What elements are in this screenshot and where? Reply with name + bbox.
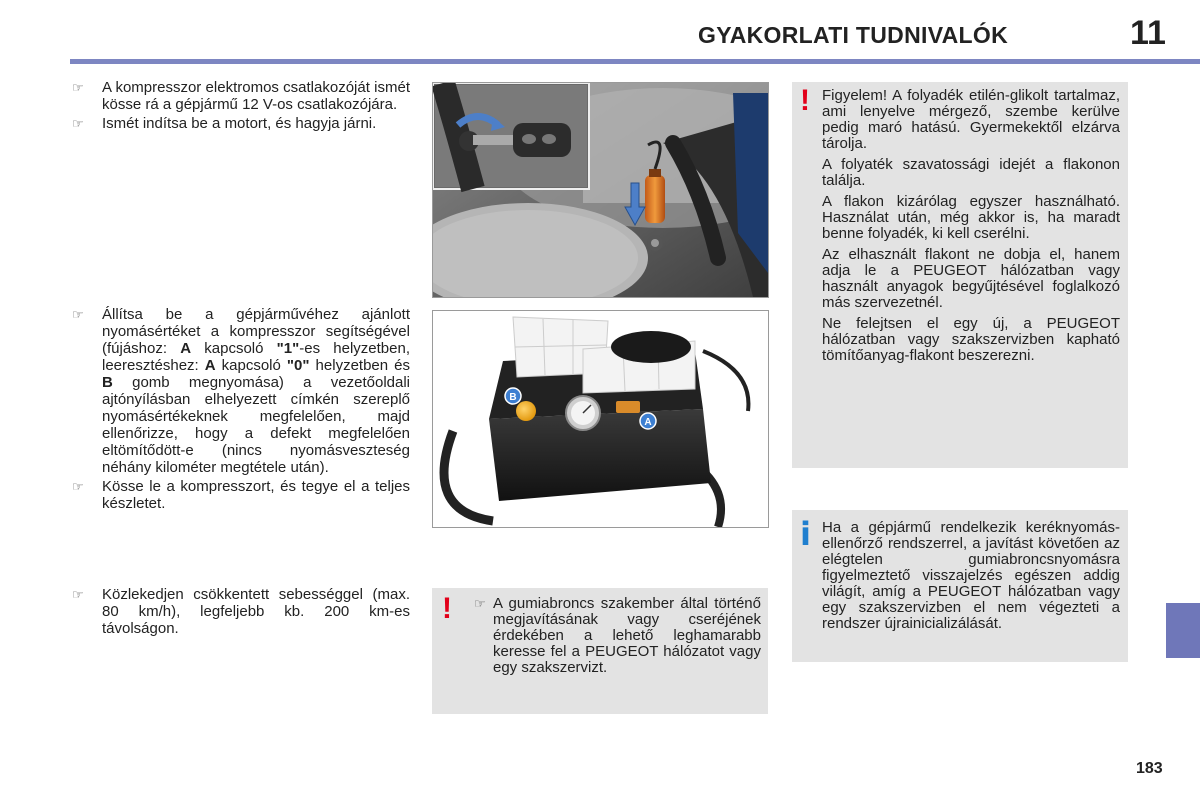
page-title: GYAKORLATI TUDNIVALÓK [698, 22, 1008, 48]
instruction-list-middle [72, 306, 410, 514]
list-item-text: A kompresszor elektromos csatlakozóját ismét kösse rá a gépjármű 12 V-os csatlakozójára. [102, 79, 410, 113]
list-item-text: Közlekedjen csökkentett sebességgel (max. 80 km/h), legfeljebb kb. 200 km-es távolságon. [102, 586, 410, 637]
info-text [822, 520, 1120, 637]
warning-paragraph: Figyelem! A folyadék etilén-glikolt tartalmaz, ami lenyelve mérgező, szembe kerülve pedig maró hatású. Gyermekektől elzárva tárolja. [822, 87, 1120, 152]
list-item [72, 306, 410, 476]
tyre-repair-note-box [432, 588, 768, 714]
pointing-hand-icon: ☞ [72, 307, 84, 322]
chapter-number: 11 [1130, 14, 1166, 52]
label-a: A [644, 417, 652, 428]
warning-box [792, 82, 1128, 468]
sealant-bottle-illustration [432, 82, 769, 298]
header-rule [70, 59, 1200, 64]
chapter-side-tab [1166, 603, 1200, 658]
list-item-text: Kösse le a kompresszort, és tegye el a teljes készletet. [102, 478, 410, 512]
info-box [792, 510, 1128, 662]
pointing-hand-icon: ☞ [72, 479, 84, 494]
compressor-drawing [433, 311, 768, 527]
page-number: 183 [1136, 760, 1163, 777]
warning-text [822, 88, 1120, 369]
list-item [72, 478, 410, 512]
info-paragraph: Ha a gépjármű rendelkezik keréknyomás-ellenőrző rendszerrel, a javítást követően az elégtelen gumiabroncsnyomásra figyelmeztető visszajelzés egészen addig világít, amíg a PEUGEOT hálózatban vagy egy szakszervizben el nem végezteti a rendszer újrainicializálását. [822, 519, 1120, 632]
list-item [72, 115, 410, 132]
pointing-hand-icon: ☞ [72, 80, 84, 95]
label-b: B [509, 392, 517, 403]
list-item-text: Állítsa be a gépjárművéhez ajánlott nyomásértéket a kompresszor segítségével (fújáshoz: A kapcsoló "1"-es helyzetben, leeresztéshez: A kapcsoló "0" helyzetben és B gomb megnyomása) a vezetőoldali ajtónyílásban elhelyezett címkén szereplő nyomásértékeknek megfelelően, majd ellenőrizze, hogy a defekt megfelelően eltömítődött-e (nincs nyomásveszteség néhány kilométer megtétele után). [102, 306, 410, 476]
warning-paragraph: Ne felejtsen el egy új, a PEUGEOT hálózatban vagy szakszervizben kapható tömítőanyag-flakont beszerezni. [822, 315, 1120, 364]
list-item [72, 79, 410, 113]
pointing-hand-icon: ☞ [474, 596, 486, 611]
car-interior-drawing [433, 83, 768, 297]
list-item-text: Ismét indítsa be a motort, és hagyja járni. [102, 115, 377, 132]
list-item [72, 586, 410, 637]
tyre-note-paragraph: A gumiabroncs szakember által történő megjavításának vagy cseréjének érdekében a lehető leghamarabb keresse fel a PEUGEOT hálózatot vagy egy szakszervizt. [493, 595, 761, 676]
warning-exclamation-icon: ! [800, 84, 810, 117]
warning-paragraph: A folyaték szavatossági idejét a flakonon találja. [822, 156, 1120, 189]
info-icon: i [800, 515, 811, 553]
pointing-hand-icon: ☞ [72, 116, 84, 131]
warning-paragraph: A flakon kizárólag egyszer használható. Használat után, még akkor is, ha maradt benne folyadék, ki kell cserélni. [822, 193, 1120, 242]
pointing-hand-icon: ☞ [72, 587, 84, 602]
instruction-list-top [72, 79, 410, 134]
instruction-list-bottom [72, 586, 410, 639]
warning-paragraph: Az elhasznált flakont ne dobja el, hanem adja le a PEUGEOT hálózatban vagy használt anyagok begyűjtésével foglalkozó más szervezetnél. [822, 246, 1120, 311]
warning-exclamation-icon: ! [442, 592, 452, 625]
tyre-note-text [493, 596, 761, 681]
compressor-illustration [432, 310, 769, 528]
